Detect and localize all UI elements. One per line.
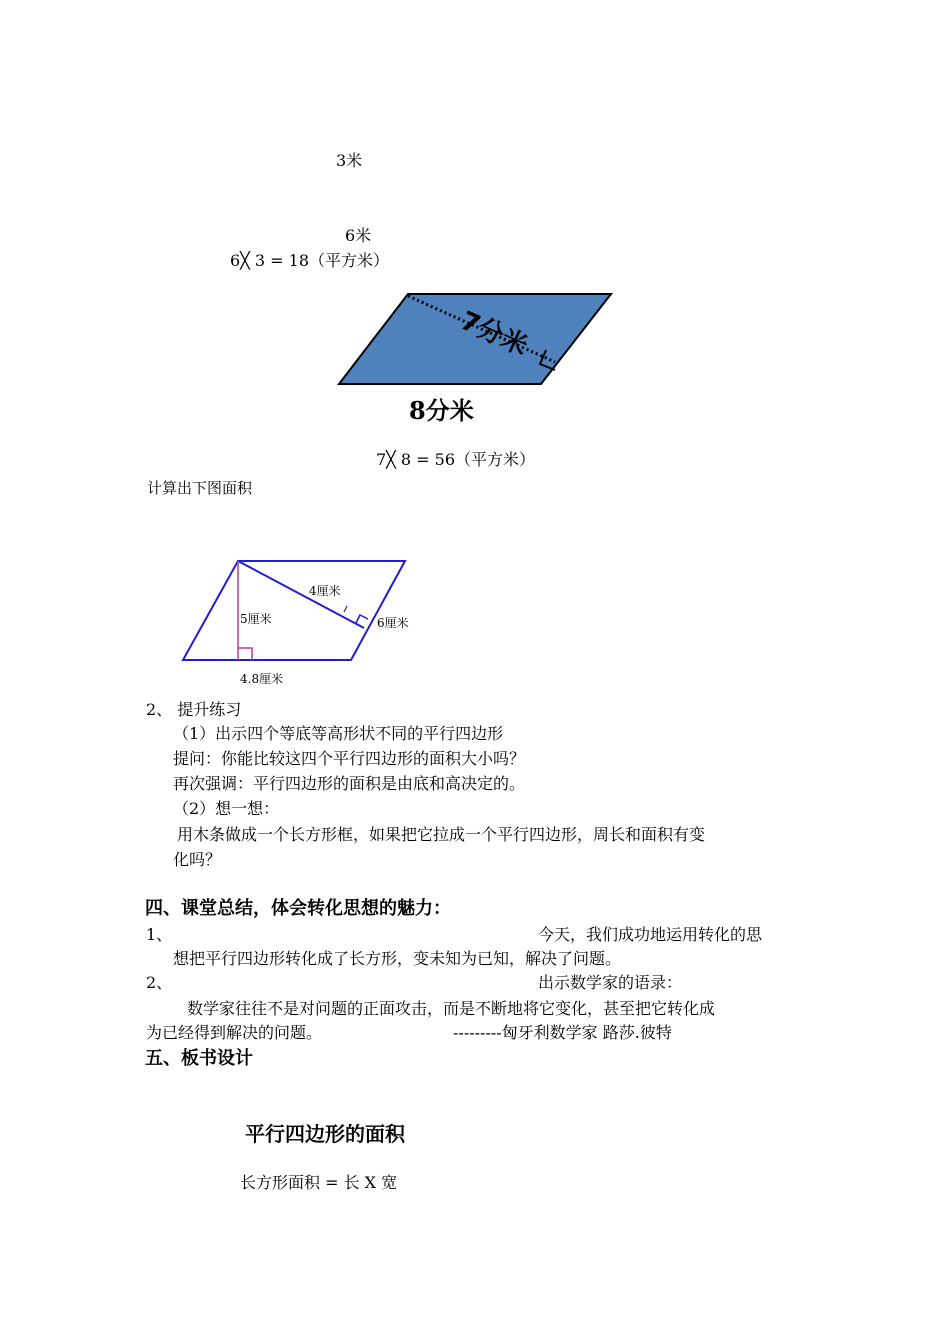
exercise-side-label: 6厘米 — [377, 616, 409, 630]
summary-quote-line1: 数学家往往不是对问题的正面攻击，而是不断地将它变化，甚至把它转化成 — [187, 999, 716, 1018]
exercise-prompt: 计算出下图面积 — [147, 479, 253, 497]
summary-quote-line2: 为已经得到解决的问题。 — [146, 1023, 323, 1042]
example2-base-label: 8分米 — [409, 396, 474, 425]
practice-question: 提问：你能比较这四个平行四边形的面积大小吗？ — [173, 749, 526, 768]
practice-emphasis: 再次强调：平行四边形的面积是由底和高决定的。 — [173, 774, 526, 793]
summary-attribution: ---------匈牙利数学家 路莎.彼特 — [453, 1023, 672, 1042]
example2-height-label: 7分米 — [455, 306, 533, 362]
summary-p2-line1: 出示数学家的语录： — [538, 973, 683, 992]
exercise-base-label: 4.8厘米 — [240, 672, 284, 686]
summary-p1-line2: 想把平行四边形转化成了长方形，变未知为已知，解决了问题。 — [173, 949, 622, 968]
summary-p2-number: 2、 — [146, 973, 173, 992]
exercise-height-label: 5厘米 — [240, 612, 272, 626]
example1-base-label: 6米 — [345, 226, 372, 245]
practice-think-line2: 化吗？ — [173, 850, 222, 869]
example1-formula: 6╳ 3 = 18（平方米） — [230, 251, 390, 270]
practice-think-line1: 用木条做成一个长方形框，如果把它拉成一个平行四边形，周长和面积有变 — [177, 825, 706, 844]
exercise-right-angle-side — [356, 615, 368, 623]
exercise-tick-mark — [344, 606, 347, 612]
summary-p1-number: 1、 — [146, 925, 173, 944]
board-formula: 长方形面积 = 长 X 宽 — [240, 1173, 398, 1192]
example1-height-label: 3米 — [336, 151, 363, 170]
exercise-diagonal-label: 4厘米 — [309, 584, 341, 598]
summary-p1-line1: 今天，我们成功地运用转化的思 — [538, 925, 763, 944]
practice-title: 2、 提升练习 — [146, 700, 242, 719]
practice-item1: （1）出示四个等底等高形状不同的平行四边形 — [173, 724, 504, 743]
board-title: 平行四边形的面积 — [245, 1122, 405, 1146]
exercise-parallelogram — [183, 561, 405, 660]
board-heading: 五、板书设计 — [145, 1048, 253, 1069]
practice-item2: （2）想一想： — [173, 799, 280, 818]
example2-formula: 7╳ 8 = 56（平方米） — [376, 450, 536, 469]
summary-heading: 四、课堂总结，体会转化思想的魅力： — [145, 898, 451, 919]
exercise-right-angle-bottom — [238, 648, 252, 660]
